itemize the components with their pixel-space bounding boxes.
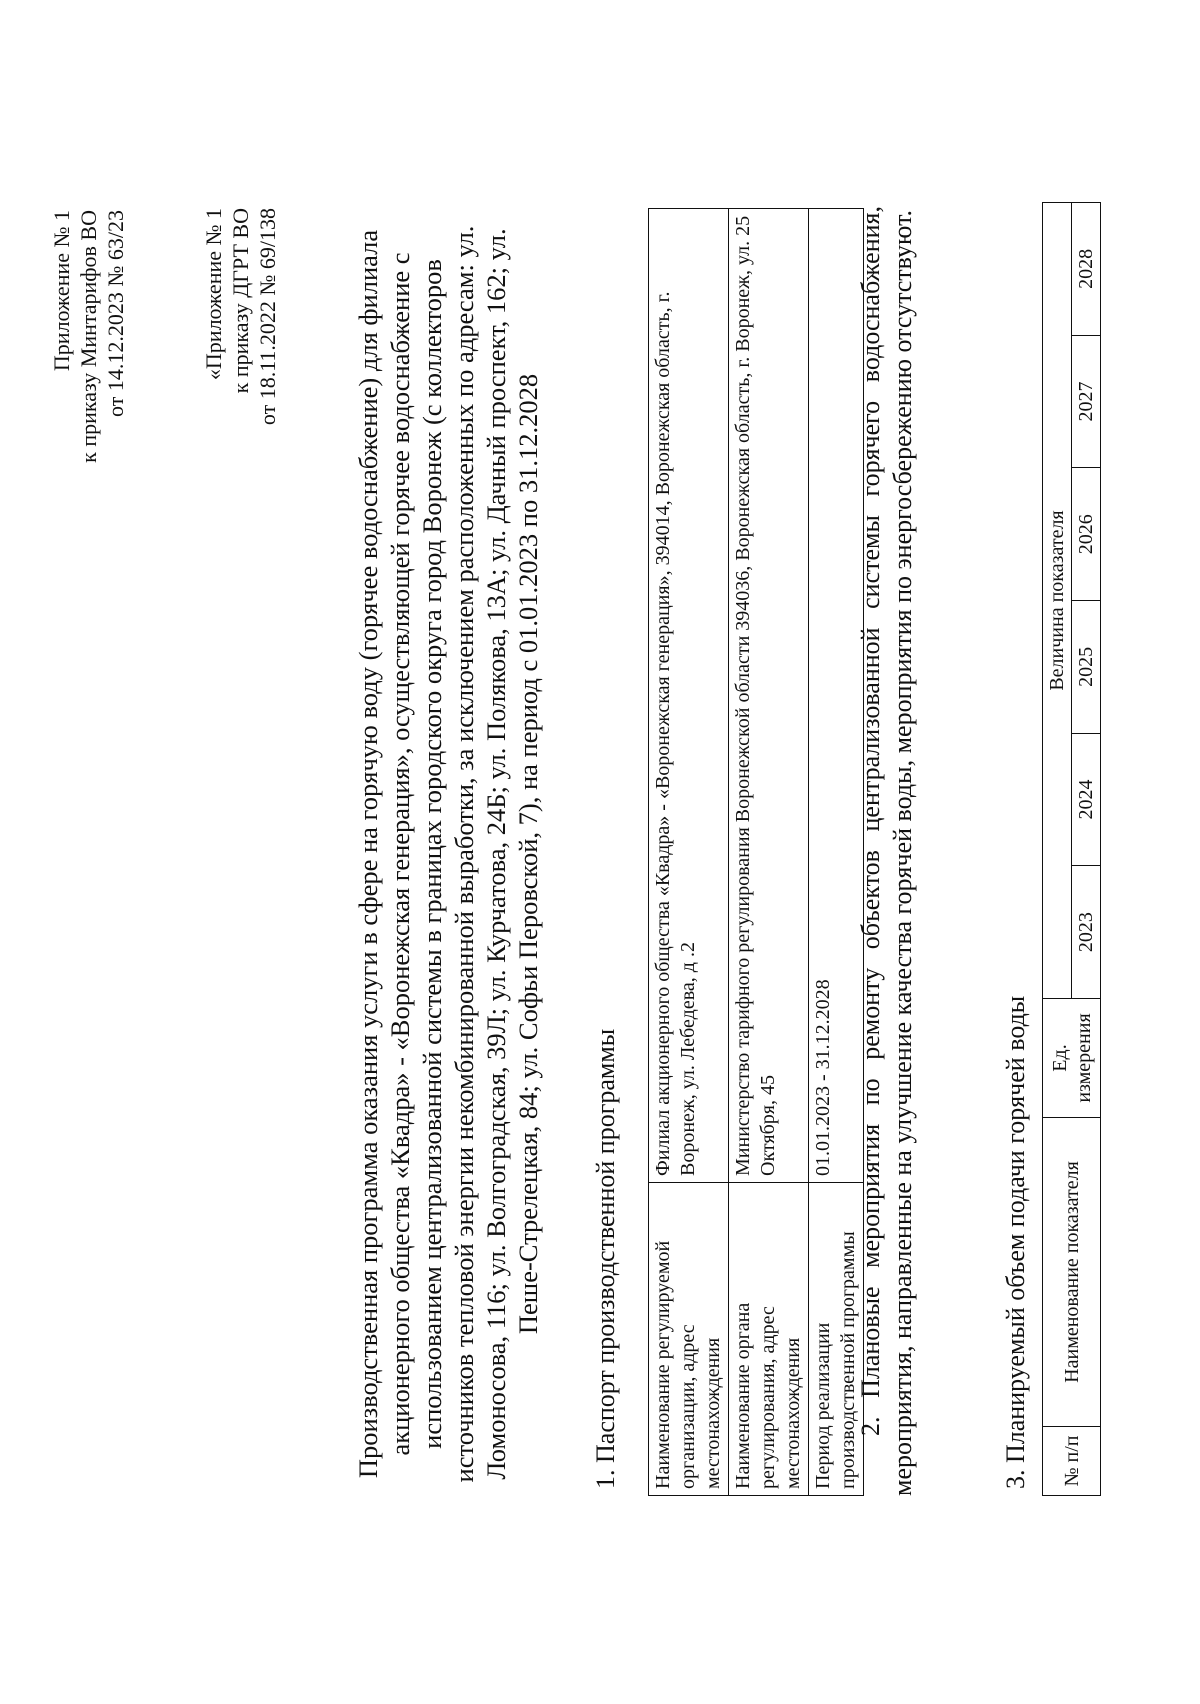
appendix-line: от 18.11.2022 № 69/138: [255, 208, 280, 426]
header-cell-year: 2024: [1072, 733, 1101, 866]
appendix-line: к приказу Минтарифов ВО: [76, 210, 101, 463]
appendix-line: к приказу ДГРТ ВО: [228, 208, 253, 394]
section-1-heading: 1. Паспорт производственной программы: [591, 1028, 620, 1489]
passport-label: Период реализации производственной программы: [809, 1183, 864, 1496]
appendix-note-previous: [200, 208, 281, 425]
header-cell-year: 2026: [1072, 468, 1101, 601]
section-2-text: 2. Плановые мероприятия по ремонту объектов централизованной системы горячего водоснабжения, мероприятия, направленные на улучшение качества горячей воды, мероприятия по энергосбережению отсутствуют.: [856, 206, 917, 1496]
appendix-line: Приложение № 1: [49, 210, 74, 372]
document-title: Производственная программа оказания услуги в сфере на горячую воду (горячее водоснабжение) для филиала акционерного общества «Квадра» - «Воронежская генерация», осуществляющей горячее водоснабжение с использованием централизованной системы в границах городского округа город Воронеж (с коллекторов источников тепловой энергии некомбинированной выработки, за исключением расположенных по адресам: ул. Ломоносова, 116; ул. Волгоградская, 39Л; ул. Курчатова, 24Б; ул. Полякова, 13А; ул. Дачный проспект, 162; ул. Пеше-Стрелецкая, 84; ул. Софьи Перовской, 7), на период с 01.01.2023 по 31.12.2028: [353, 225, 543, 1483]
header-cell-unit: Ед. измерения: [1043, 999, 1101, 1118]
appendix-note-current: [48, 210, 129, 463]
header-cell-number: № п/п: [1043, 1427, 1101, 1496]
appendix-line: от 14.12.2023 № 63/23: [103, 210, 128, 417]
passport-label: Наименование регулируемой организации, адрес местонахождения: [649, 1183, 729, 1496]
header-cell-year: 2023: [1072, 866, 1101, 999]
table-row: [729, 209, 809, 1496]
passport-value: Филиал акционерного общества «Квадра» - «Воронежская генерация», 394014, Воронежская область, г. Воронеж, ул. Лебедева, д .2: [649, 209, 729, 1183]
passport-value: Министерство тарифного регулирования Воронежской области 394036, Воронежская область, г. Воронеж, ул. 25 Октября, 45: [729, 209, 809, 1183]
appendix-line: «Приложение № 1: [201, 208, 226, 381]
header-cell-year: 2025: [1072, 601, 1101, 734]
hot-water-volume-table: [1042, 202, 1101, 1496]
header-cell-values: Величина показателя: [1043, 203, 1072, 999]
header-cell-year: 2028: [1072, 203, 1101, 336]
header-cell-name: Наименование показателя: [1043, 1118, 1101, 1427]
table-header-row: [1043, 203, 1072, 1496]
section-3-heading: 3. Планируемый объем подачи горячей воды: [1001, 995, 1030, 1489]
passport-label: Наименование органа регулирования, адрес местонахождения: [729, 1183, 809, 1496]
program-passport-table: [648, 208, 864, 1496]
header-cell-year: 2027: [1072, 335, 1101, 468]
passport-value: 01.01.2023 - 31.12.2028: [809, 209, 864, 1183]
table-row: [649, 209, 729, 1496]
